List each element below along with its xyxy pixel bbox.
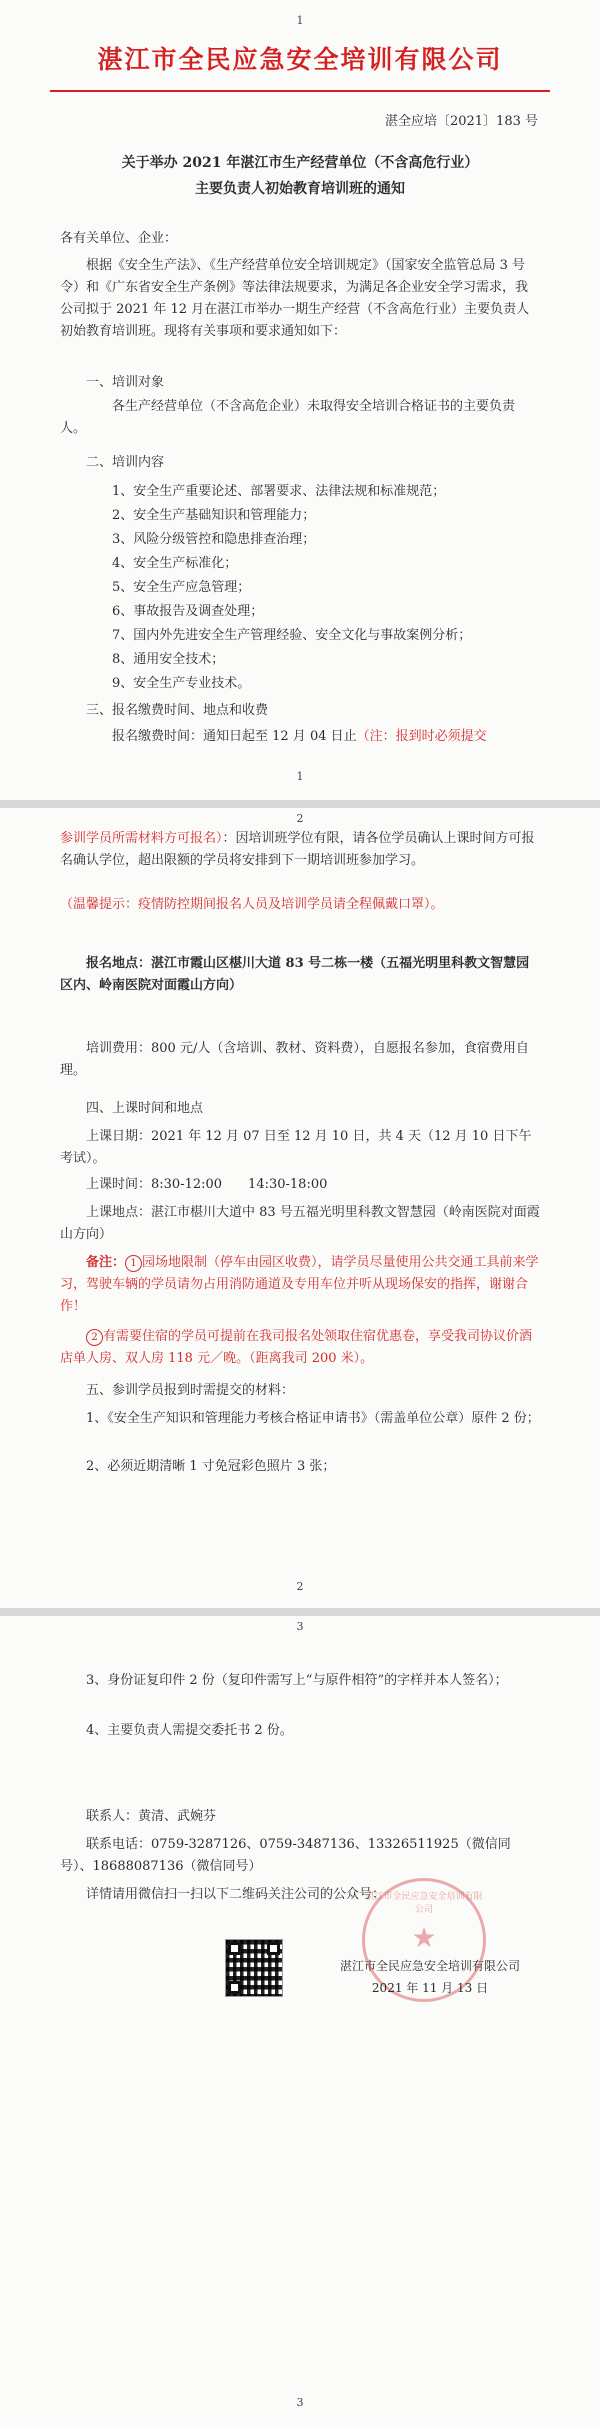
contact-phone: 联系电话：0759-3287126、0759-3487136、13326511925（微信同号）、18688087136（微信同号） <box>60 1837 511 1874</box>
seal-star-icon: ★ <box>411 1921 437 1954</box>
section-2-list <box>60 480 552 696</box>
contact-person: 联系人：黄清、武婉芬 <box>86 1809 217 1824</box>
page-number-bottom: 1 <box>296 770 304 783</box>
seal-text: 湛江市全民应急安全培训有限公司 <box>365 1892 483 1915</box>
list-item: 8、通用安全技术； <box>112 652 225 667</box>
page-number-top: 1 <box>296 14 304 27</box>
registration-time-text: 报名缴费时间：通知日起至 12 月 04 日止 <box>112 729 357 744</box>
material-2: 2、必须近期清晰 1 寸免冠彩色照片 3 张； <box>86 1459 336 1474</box>
signature-date: 2021 年 11 月 13 日 <box>371 1981 489 1995</box>
intro-paragraph: 根据《安全生产法》、《生产经营单位安全培训规定》（国家安全监管总局 3 号令）和《广东省安全生产条例》等法律法规要求，为满足各企业安全学习需求，我公司拟于 2021 年 12 月在湛江市举办一期生产经营（不含高危行业）主要负责人初始教育培训班。现将有关事项和要求通知如下： <box>60 258 530 339</box>
remark-1-text: 园场地限制（停车由园区收费），请学员尽量使用公共交通工具前来学习，驾驶车辆的学员请勿占用消防通道及专用车位并听从现场保安的指挥，谢谢合作！ <box>60 1255 539 1314</box>
section-1-body: 各生产经营单位（不含高危企业）未取得安全培训合格证书的主要负责人。 <box>60 399 516 436</box>
page-number-bottom: 3 <box>296 2396 304 2409</box>
class-place: 上课地点：湛江市椹川大道中 83 号五福光明里科教文智慧园（岭南医院对面霞山方向） <box>60 1205 540 1242</box>
list-item: 9、安全生产专业技术。 <box>112 676 251 691</box>
section-2-heading: 二、培训内容 <box>86 455 165 470</box>
section-4-heading: 四、上课时间和地点 <box>86 1101 204 1116</box>
list-item: 1、安全生产重要论述、部署要求、法律法规和标准规范； <box>112 484 446 499</box>
material-1: 1、《安全生产知识和管理能力考核合格证申请书》（需盖单位公章）原件 2 份； <box>86 1411 540 1426</box>
page-3 <box>0 1616 600 2427</box>
list-item: 4、安全生产标准化； <box>112 556 238 571</box>
qr-code-icon[interactable] <box>225 1939 283 1997</box>
notice-title-line-1: 关于举办 2021 年湛江市生产经营单位（不含高危行业） <box>121 155 479 171</box>
remark-2 <box>60 1326 540 1370</box>
list-item: 2、安全生产基础知识和管理能力； <box>112 508 316 523</box>
class-date: 上课日期：2021 年 12 月 07 日至 12 月 10 日，共 4 天（12 月 10 日下午考试）。 <box>60 1129 532 1166</box>
qr-finder-icon <box>267 1942 280 1955</box>
registration-time <box>60 726 552 748</box>
registration-note-red: 参训学员所需材料方可报名） <box>60 831 223 846</box>
registration-time-note: （注：报到时必须提交 <box>356 729 487 744</box>
section-3-heading: 三、报名缴费时间、地点和收费 <box>86 703 269 718</box>
remark-2-number: 2 <box>86 1329 103 1346</box>
list-item: 6、事故报告及调查处理； <box>112 604 264 619</box>
epidemic-reminder: （温馨提示：疫情防控期间报名人员及培训学员请全程佩戴口罩）。 <box>60 897 444 912</box>
remark-1-number: 1 <box>125 1255 142 1272</box>
remark-1 <box>60 1252 540 1318</box>
qr-finder-icon <box>228 1942 241 1955</box>
notice-title-line-2: 主要负责人初始教育培训班的通知 <box>195 181 405 197</box>
remark-2-text: 有需要住宿的学员可提前在我司报名处领取住宿优惠卷，享受我司协议价酒店单人房、双人房 118 元／晚。（距离我司 200 米）。 <box>60 1329 533 1366</box>
page-2 <box>0 808 600 1608</box>
signature-company: 湛江市全民应急安全培训有限公司 <box>339 1959 520 1973</box>
registration-place: 报名地点：湛江市霞山区椹川大道 83 号二栋一楼（五福光明里科教文智慧园区内、岭南医院对面霞山方向） <box>60 956 530 993</box>
salutation: 各有关单位、企业： <box>60 231 178 246</box>
qr-finder-icon <box>228 1981 241 1994</box>
wechat-hint: 详情请用微信扫一扫以下二维码关注公司的公众号： <box>86 1887 386 1902</box>
page-number-top: 2 <box>296 812 304 825</box>
list-item: 5、安全生产应急管理； <box>112 580 251 595</box>
page-1 <box>0 0 600 800</box>
document-number: 湛全应培〔2021〕183 号 <box>384 114 538 129</box>
remark-label: 备注： <box>86 1255 126 1270</box>
class-time: 上课时间：8:30-12:00 14:30-18:00 <box>86 1177 328 1192</box>
training-fee: 培训费用：800 元/人（含培训、教材、资料费），自愿报名参加，食宿费用自理。 <box>60 1041 529 1078</box>
list-item: 7、国内外先进安全生产管理经验、安全文化与事故案例分析； <box>112 628 472 643</box>
section-1-heading: 一、培训对象 <box>86 375 165 390</box>
page-number-top: 3 <box>296 1620 304 1633</box>
list-item: 3、风险分级管控和隐患排查治理； <box>112 532 316 547</box>
material-4: 4、主要负责人需提交委托书 2 份。 <box>86 1723 293 1738</box>
registration-note-black: ：因培训班学位有限，请各位学员确认上课时间方可报名确认学位，超出限额的学员将安排到下一期培训班参加学习。 <box>60 831 535 868</box>
section-5-heading: 五、参训学员报到时需提交的材料： <box>86 1383 295 1398</box>
letterhead-title: 湛江市全民应急安全培训有限公司 <box>97 45 503 74</box>
page-number-bottom: 2 <box>296 1580 304 1593</box>
letterhead-rule <box>50 90 550 92</box>
material-3: 3、身份证复印件 2 份（复印件需写上“与原件相符”的字样并本人签名）； <box>86 1673 508 1688</box>
registration-note-continued <box>60 828 540 872</box>
